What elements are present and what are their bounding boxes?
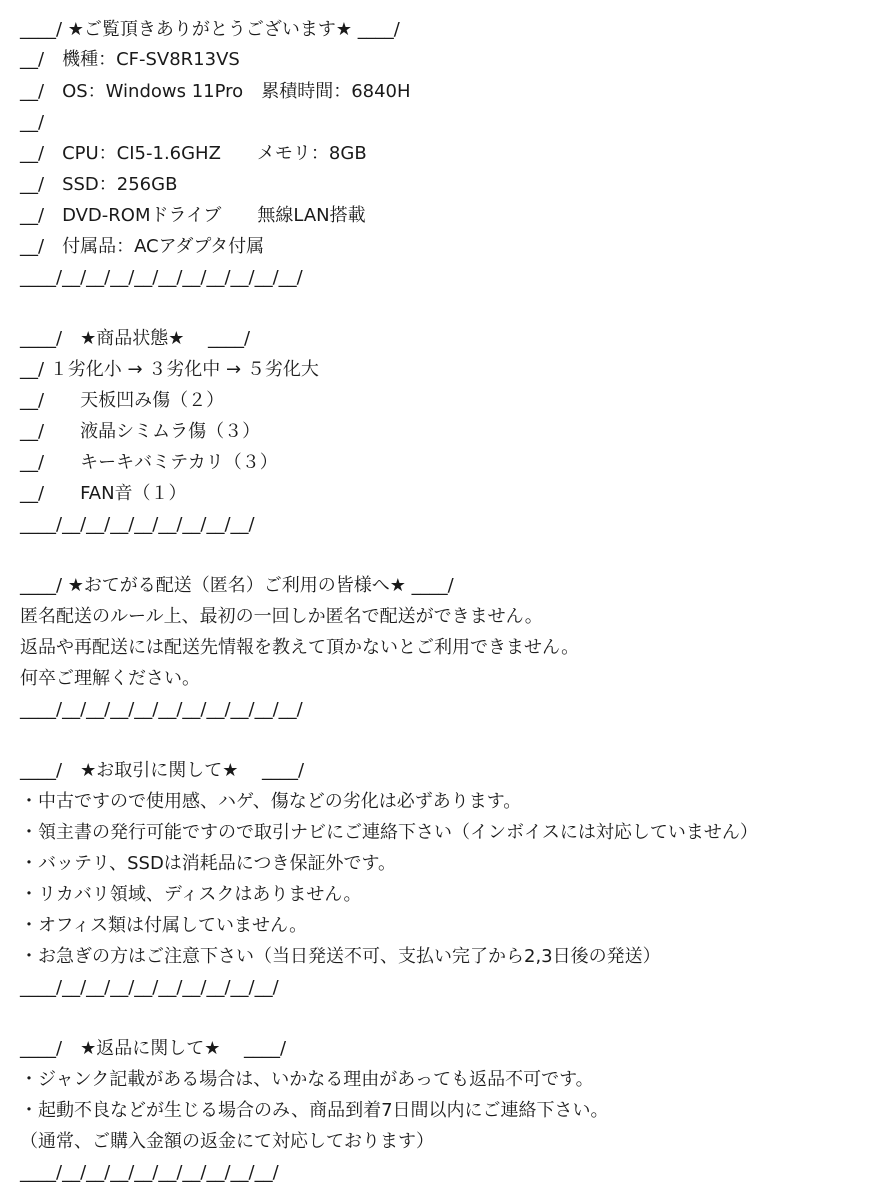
model-line: __/ 機種：CF-SV8R13VS: [20, 49, 240, 70]
drive-wireless-line: __/ DVD-ROMドライブ 無線LAN搭載: [20, 205, 366, 226]
blank-marker-line: __/: [20, 112, 45, 133]
returns-note: （通常、ご購入金額の返金にて対応しております）: [20, 1131, 434, 1152]
transaction-note: ・オフィス類は付属していません。: [20, 915, 308, 936]
ssd-line: __/ SSD：256GB: [20, 174, 178, 195]
header-transaction: ____/ ★お取引に関して★ ____/: [20, 760, 305, 781]
accessories-line: __/ 付属品：ACアダプタ付属: [20, 236, 265, 257]
condition-item: __/ FAN音（１）: [20, 483, 187, 504]
os-line: __/ OS：Windows 11Pro 累積時間：6840H: [20, 81, 411, 102]
shipping-note: 匿名配送のルール上、最初の一回しか匿名で配送ができません。: [20, 606, 543, 627]
condition-item: __/ 液晶シミムラ傷（３）: [20, 421, 261, 442]
divider: ____/__/__/__/__/__/__/__/__/__/__/: [20, 267, 303, 288]
condition-item: __/ キーキバミテカリ（３）: [20, 452, 278, 473]
returns-note: ・起動不良などが生じる場合のみ、商品到着7日間以内にご連絡下さい。: [20, 1100, 609, 1121]
transaction-note: ・中古ですので使用感、ハゲ、傷などの劣化は必ずあります。: [20, 791, 522, 812]
header-returns: ____/ ★返品に関して★ ____/: [20, 1038, 287, 1059]
header-thanks: ____/ ★ご覧頂きありがとうございます★ ____/: [20, 19, 400, 40]
cpu-memory-line: __/ CPU：CI5-1.6GHZ メモリ：8GB: [20, 143, 367, 164]
transaction-note: ・領主書の発行可能ですので取引ナビにご連絡下さい（インボイスには対応していません）: [20, 822, 758, 843]
shipping-note: 返品や再配送には配送先情報を教えて頂かないとご利用できません。: [20, 637, 580, 658]
divider: ____/__/__/__/__/__/__/__/__/__/: [20, 977, 279, 998]
divider: ____/__/__/__/__/__/__/__/__/__/__/: [20, 699, 303, 720]
header-anonymous-shipping: ____/ ★おてがる配送（匿名）ご利用の皆様へ★ ____/: [20, 575, 454, 596]
transaction-note: ・お急ぎの方はご注意下さい（当日発送不可、支払い完了から2,3日後の発送）: [20, 946, 661, 967]
transaction-note: ・バッテリ、SSDは消耗品につき保証外です。: [20, 853, 397, 874]
divider: ____/__/__/__/__/__/__/__/__/: [20, 514, 255, 535]
shipping-note: 何卒ご理解ください。: [20, 668, 200, 689]
condition-scale: __/ １劣化小 → ３劣化中 → ５劣化大: [20, 359, 319, 380]
returns-note: ・ジャンク記載がある場合は、いかなる理由があっても返品不可です。: [20, 1069, 594, 1090]
transaction-note: ・リカバリ領域、ディスクはありません。: [20, 884, 362, 905]
header-condition: ____/ ★商品状態★ ____/: [20, 328, 251, 349]
divider: ____/__/__/__/__/__/__/__/__/__/: [20, 1162, 279, 1183]
condition-item: __/ 天板凹み傷（２）: [20, 390, 225, 411]
